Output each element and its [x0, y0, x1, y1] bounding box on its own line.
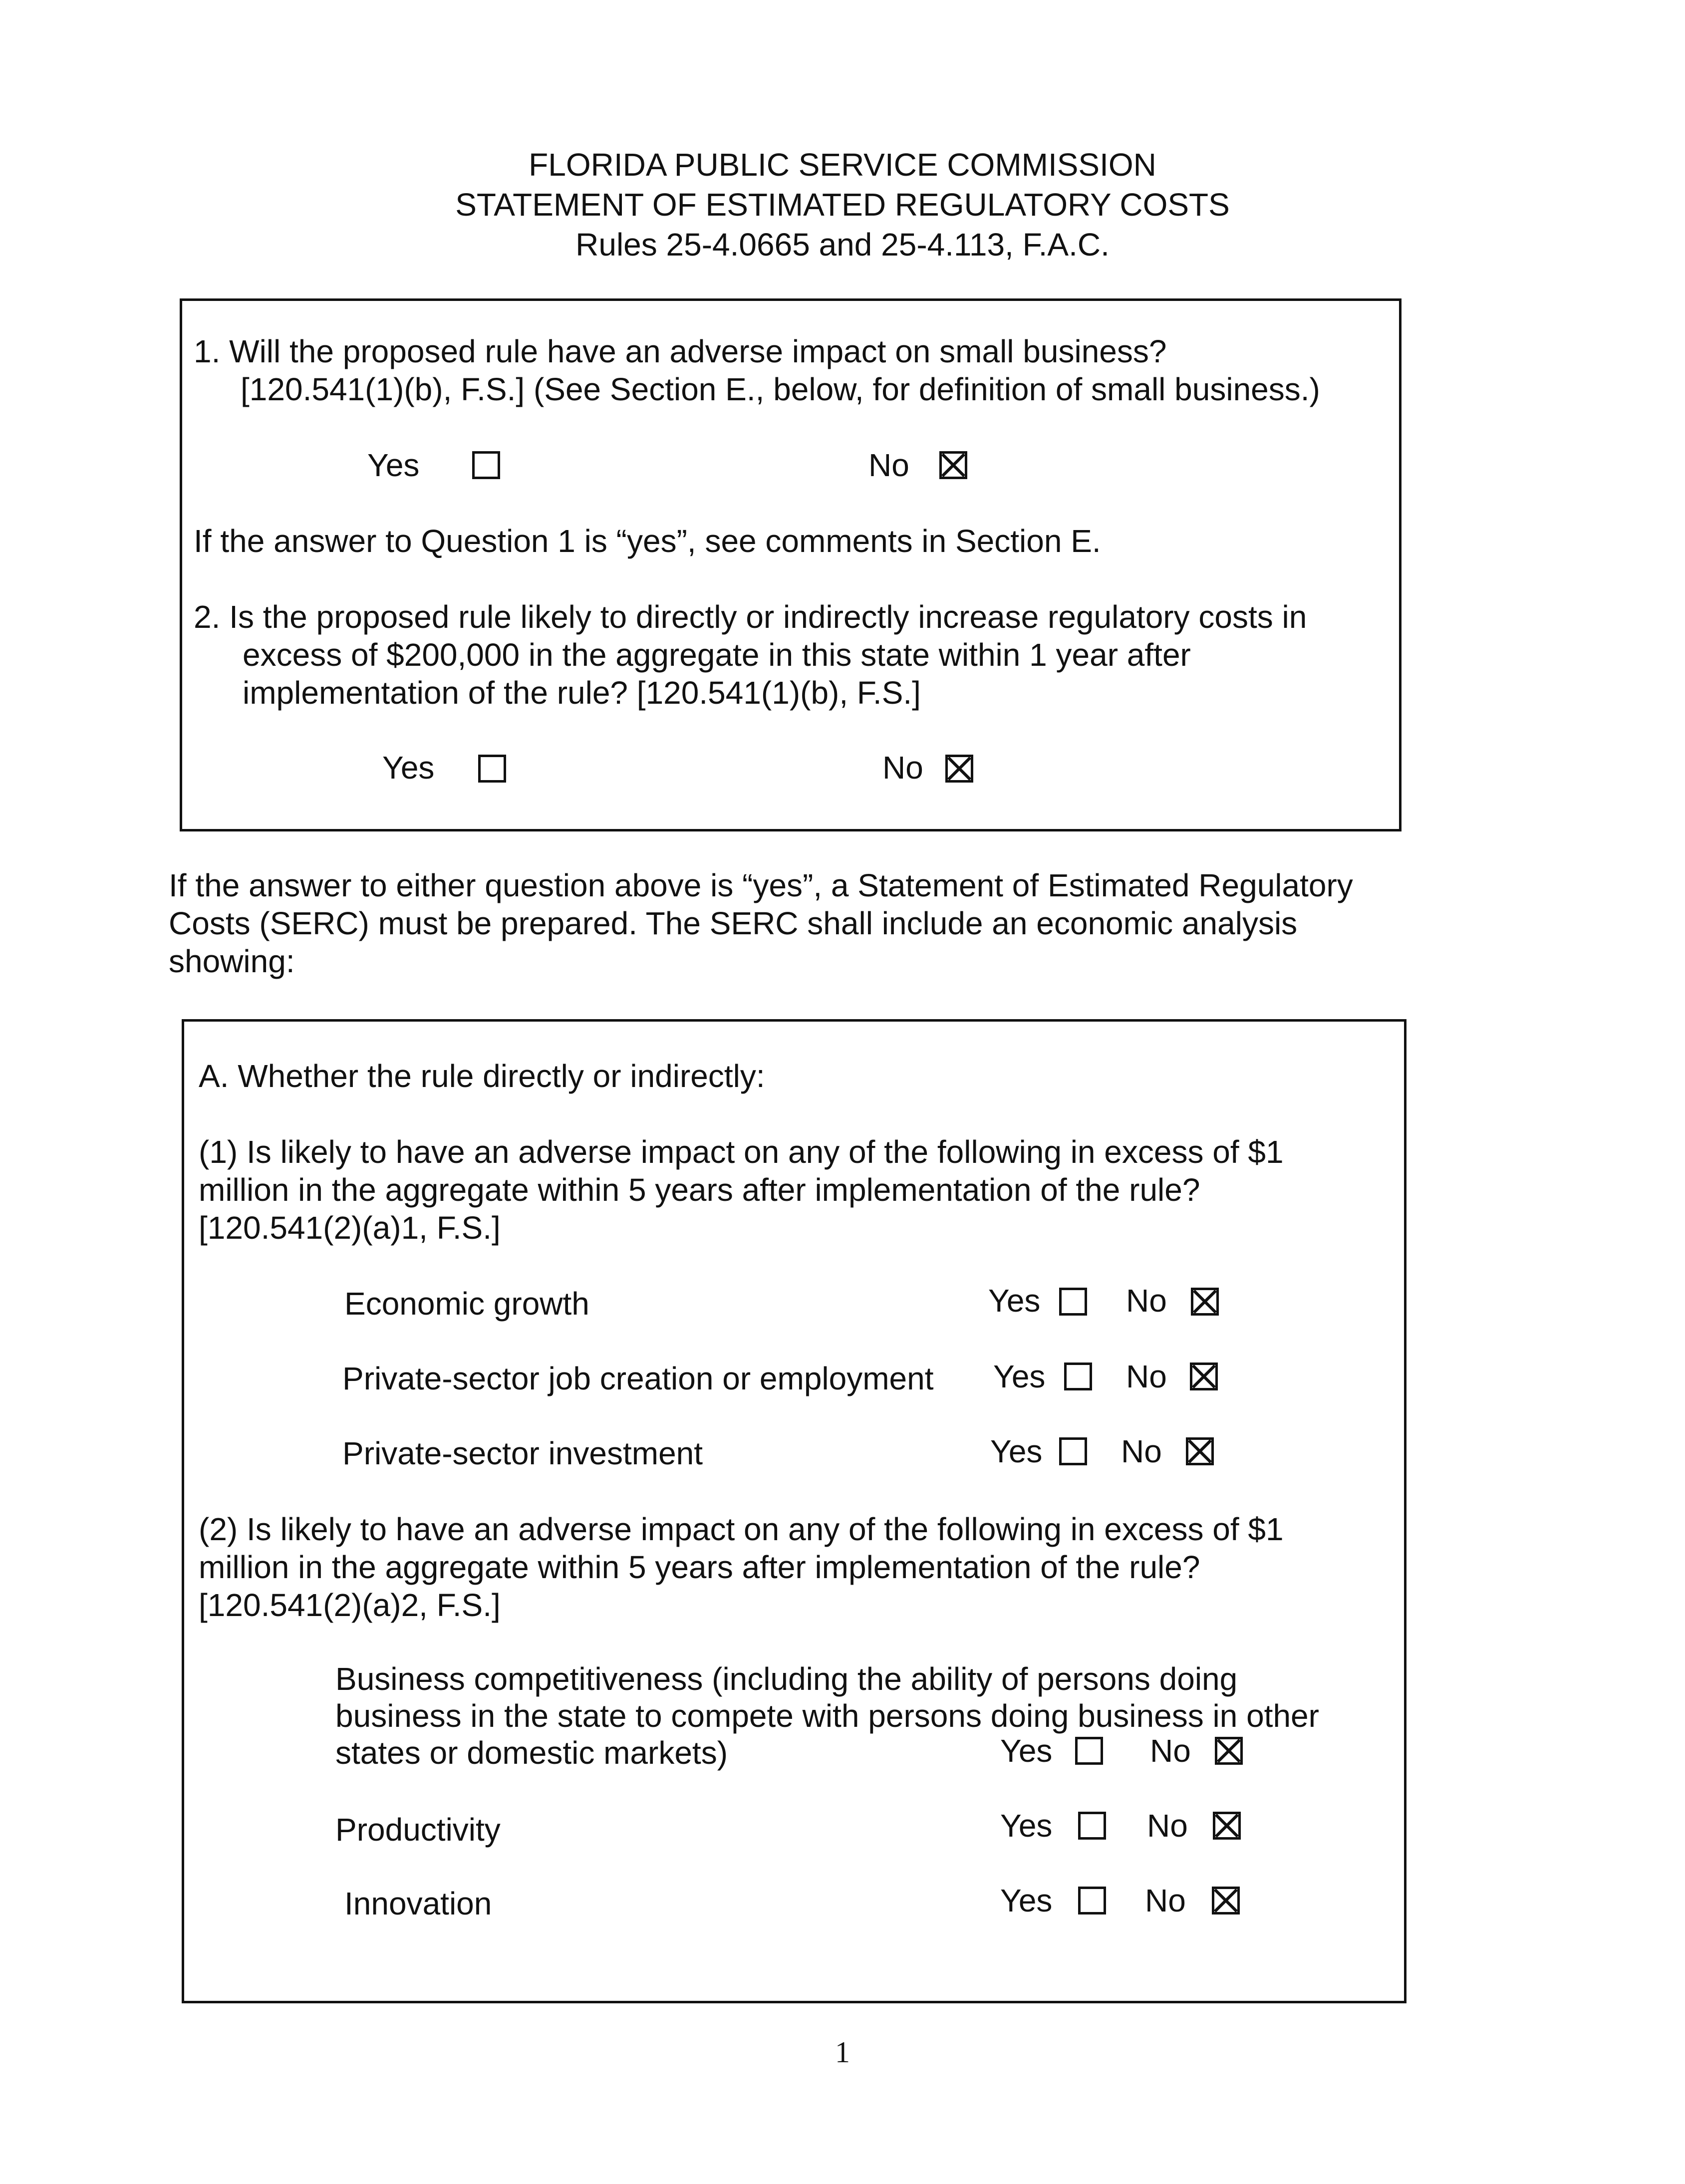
innovation-label: Innovation [344, 1886, 492, 1921]
competitiveness-no-label: No [1150, 1733, 1191, 1769]
p1-line1: (1) Is likely to have an adverse impact on any of the following in excess of $1 [199, 1134, 1284, 1170]
productivity-yes-label: Yes [1000, 1808, 1053, 1844]
job-creation-no-label: No [1126, 1359, 1167, 1394]
economic-growth-label: Economic growth [344, 1286, 589, 1322]
q1-line2: [120.541(1)(b), F.S.] (See Section E., below, for definition of small business.) [241, 371, 1320, 407]
productivity-no-checkbox[interactable] [1213, 1812, 1241, 1840]
q2-no-label: No [882, 750, 923, 786]
header-rules: Rules 25-4.0665 and 25-4.113, F.A.C. [575, 227, 1110, 263]
q1-no-label: No [868, 447, 909, 483]
economic-growth-no-checkbox[interactable] [1191, 1288, 1219, 1316]
p2-line1: (2) Is likely to have an adverse impact on any of the following in excess of $1 [199, 1511, 1284, 1547]
investment-no-label: No [1121, 1433, 1162, 1469]
innovation-no-checkbox[interactable] [1212, 1887, 1240, 1914]
innovation-yes-label: Yes [1000, 1883, 1053, 1918]
q1-line1: 1. Will the proposed rule have an adverse impact on small business? [194, 333, 1167, 369]
investment-no-checkbox[interactable] [1186, 1437, 1214, 1465]
job-creation-no-checkbox[interactable] [1190, 1363, 1218, 1390]
intro-line3: showing: [169, 943, 295, 979]
investment-yes-checkbox[interactable] [1059, 1437, 1087, 1465]
q1-no-checkbox[interactable] [939, 451, 967, 479]
header-commission: FLORIDA PUBLIC SERVICE COMMISSION [529, 147, 1156, 183]
p2-line3: [120.541(2)(a)2, F.S.] [199, 1587, 501, 1623]
competitiveness-label-line2: business in the state to compete with persons doing business in other [335, 1698, 1319, 1734]
job-creation-yes-checkbox[interactable] [1064, 1363, 1092, 1390]
job-creation-label: Private-sector job creation or employment [342, 1361, 934, 1396]
investment-label: Private-sector investment [342, 1435, 703, 1471]
q1-yes-checkbox[interactable] [472, 451, 500, 479]
productivity-no-label: No [1147, 1808, 1188, 1844]
p2-line2: million in the aggregate within 5 years after implementation of the rule? [199, 1549, 1200, 1585]
economic-growth-yes-label: Yes [988, 1283, 1041, 1319]
intro-line2: Costs (SERC) must be prepared. The SERC shall include an economic analysis [169, 905, 1298, 941]
q2-line1: 2. Is the proposed rule likely to directly or indirectly increase regulatory costs in [194, 599, 1307, 635]
competitiveness-no-checkbox[interactable] [1215, 1737, 1243, 1765]
competitiveness-yes-checkbox[interactable] [1075, 1737, 1103, 1765]
q2-line2: excess of $200,000 in the aggregate in this state within 1 year after [243, 637, 1191, 673]
investment-yes-label: Yes [990, 1433, 1043, 1469]
document-header [0, 145, 1685, 265]
job-creation-yes-label: Yes [993, 1359, 1046, 1394]
economic-growth-no-label: No [1126, 1283, 1167, 1319]
q2-line3: implementation of the rule? [120.541(1)(b), F.S.] [243, 675, 921, 711]
competitiveness-label-line3: states or domestic markets) [335, 1735, 728, 1771]
header-title: STATEMENT OF ESTIMATED REGULATORY COSTS [455, 187, 1230, 223]
q1-note: If the answer to Question 1 is “yes”, see comments in Section E. [194, 523, 1101, 559]
q2-no-checkbox[interactable] [945, 755, 973, 783]
productivity-yes-checkbox[interactable] [1078, 1812, 1106, 1840]
innovation-yes-checkbox[interactable] [1078, 1887, 1106, 1914]
economic-growth-yes-checkbox[interactable] [1059, 1288, 1087, 1316]
competitiveness-label-line1: Business competitiveness (including the ability of persons doing [335, 1661, 1238, 1697]
productivity-label: Productivity [335, 1812, 501, 1848]
q2-yes-label: Yes [382, 750, 435, 786]
innovation-no-label: No [1145, 1883, 1186, 1918]
intro-line1: If the answer to either question above is “yes”, a Statement of Estimated Regulatory [169, 867, 1353, 903]
q1-yes-label: Yes [367, 447, 420, 483]
section-a-heading: A. Whether the rule directly or indirectly: [199, 1058, 765, 1094]
competitiveness-yes-label: Yes [1000, 1733, 1053, 1769]
q2-yes-checkbox[interactable] [478, 755, 506, 783]
p1-line3: [120.541(2)(a)1, F.S.] [199, 1210, 501, 1246]
page-number: 1 [835, 2036, 850, 2069]
p1-line2: million in the aggregate within 5 years after implementation of the rule? [199, 1172, 1200, 1208]
